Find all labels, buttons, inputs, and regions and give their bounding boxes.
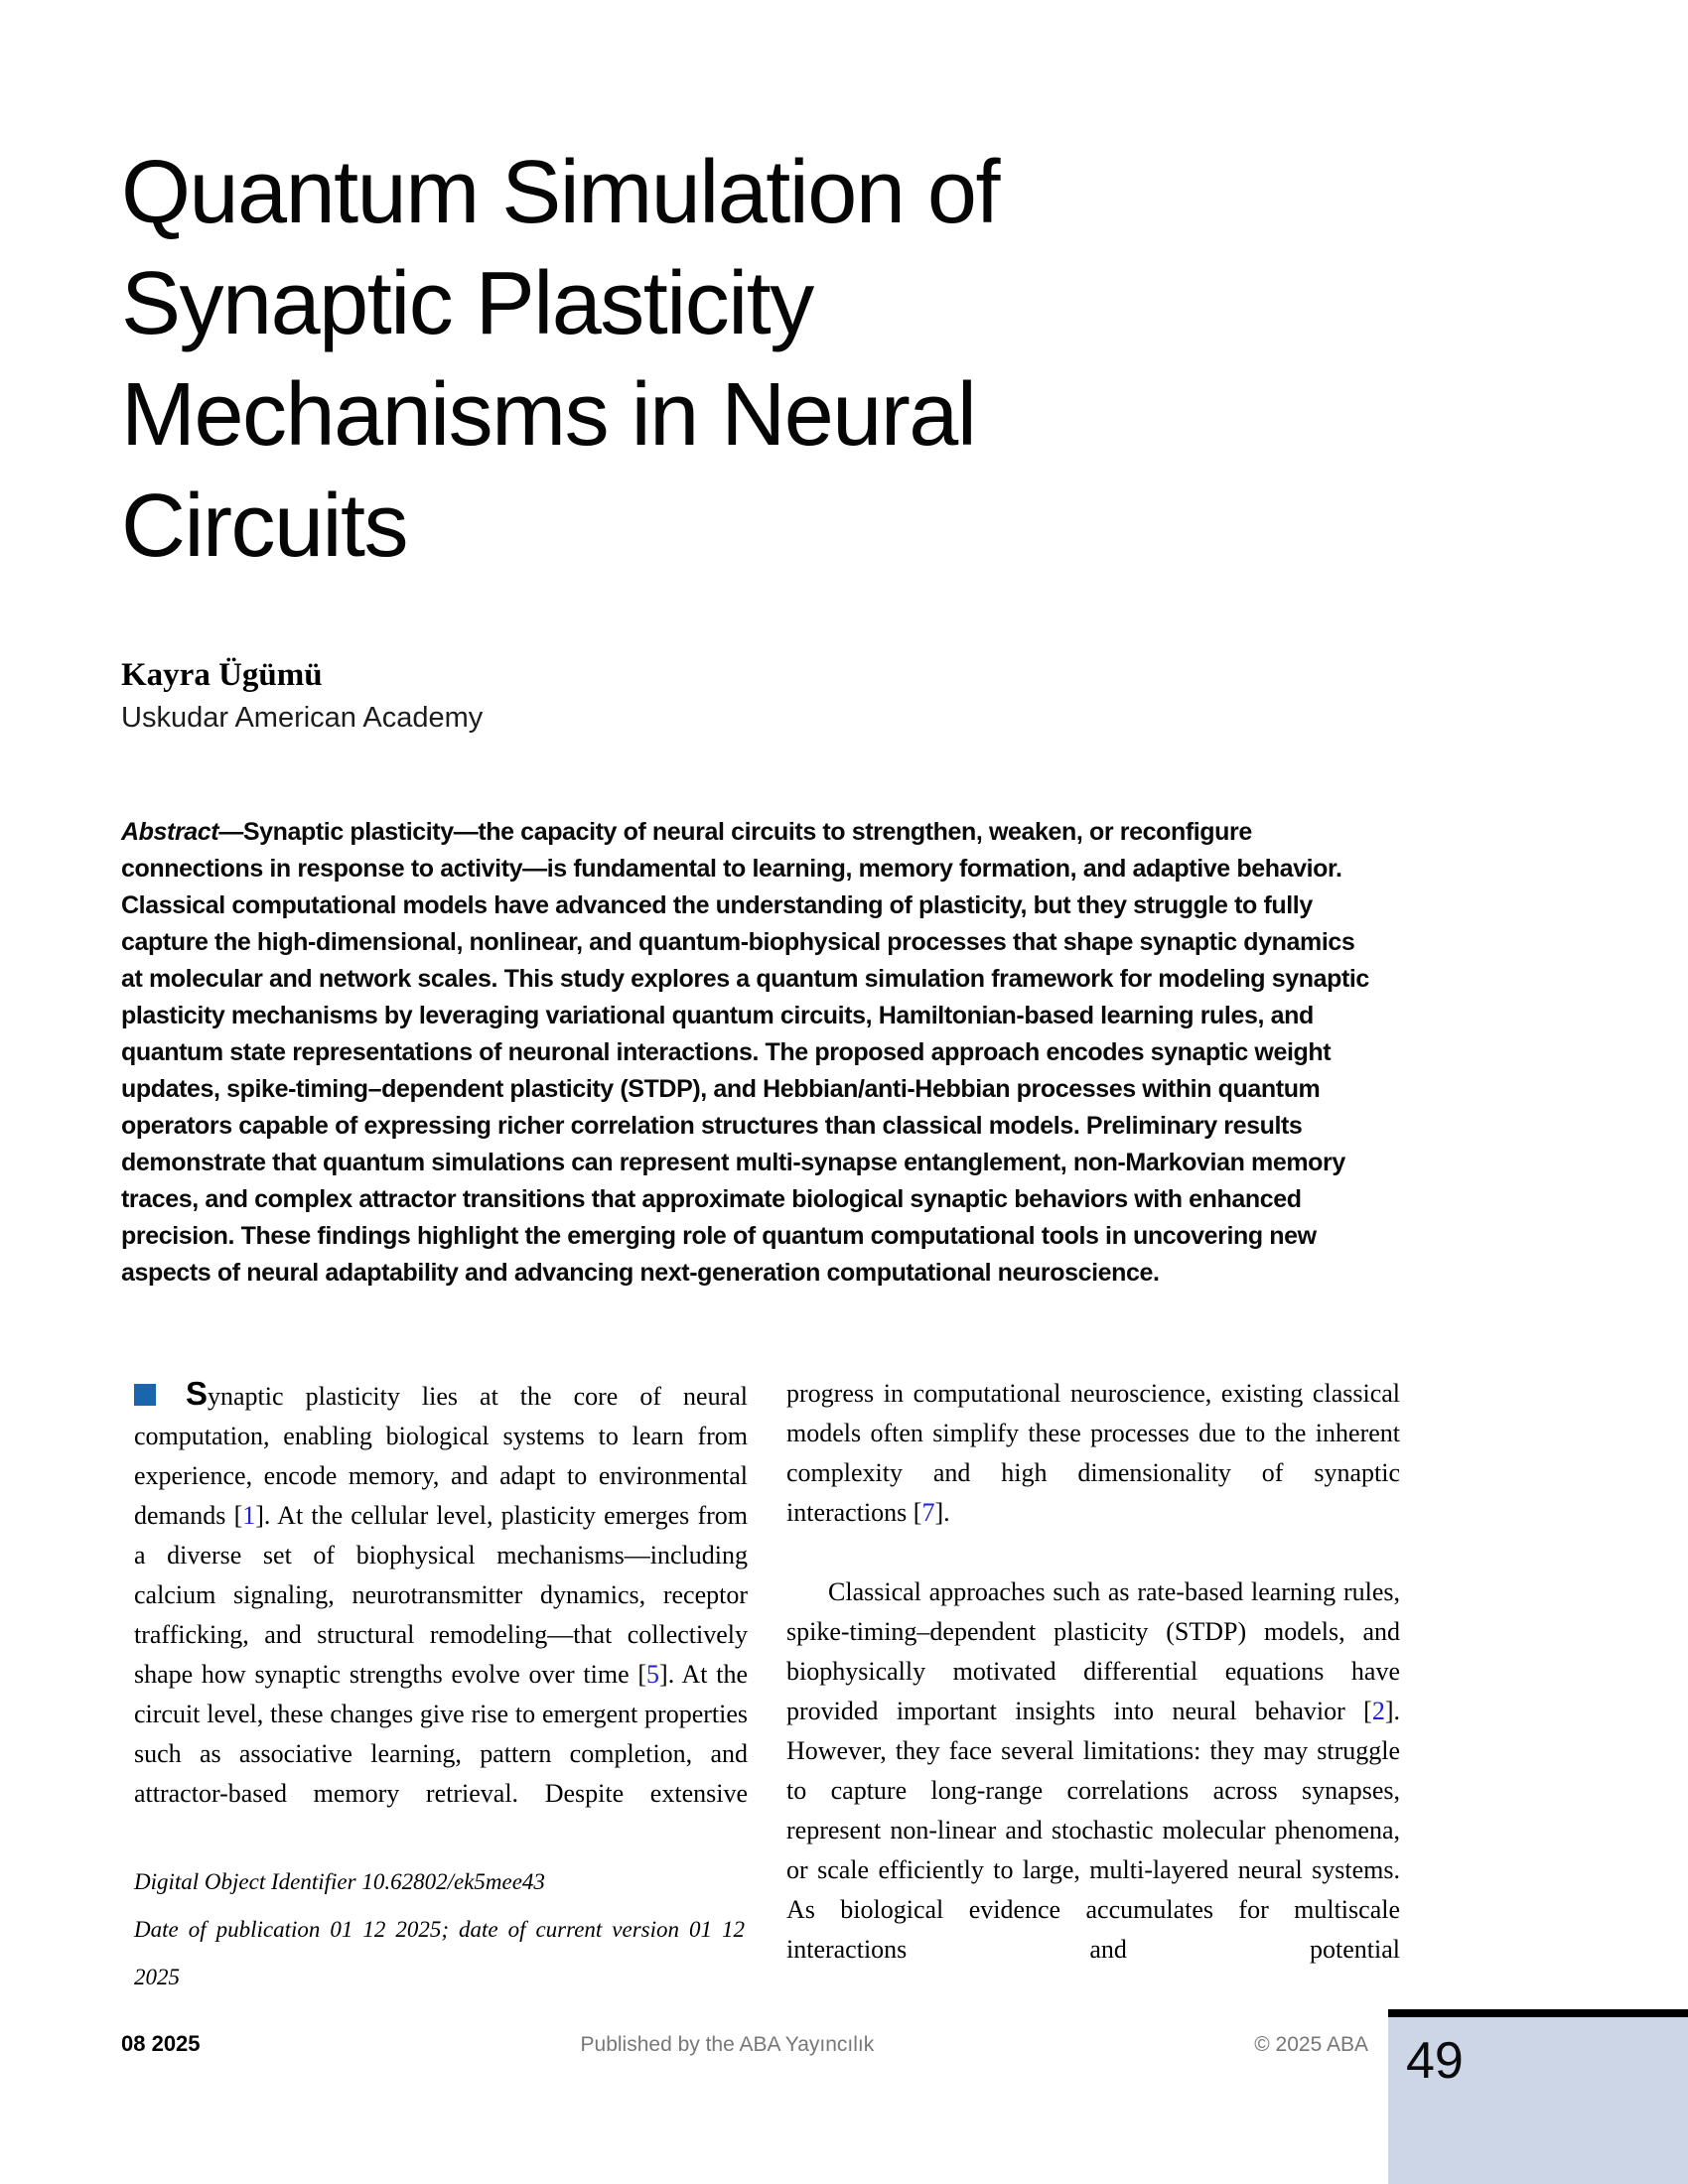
citation-link[interactable]: 5 — [646, 1660, 660, 1689]
first-page-footnote — [134, 1858, 745, 2001]
body-paragraph: Classical approaches such as rate-based learning rules, spike-timing–dependent plasticity (STDP) models, and biophysically motivated differential equations have provided important insights into neural behavior [2]. However, they face several limitations: they may struggle to capture long-range correlations across synapses, represent non-linear and stochastic molecular phenomena, or scale efficiently to large, multi-layered neural systems. As biological evidence accumulates for multiscale interactions and potential — [786, 1577, 1400, 1964]
abstract-text: —Synaptic plasticity—the capacity of neural circuits to strengthen, weaken, or reconfigure connections in response to activity—is fundamental to learning, memory formation, and adaptive behavior. Classical computational models have advanced the understanding of plasticity, but they struggle to fully capture the high-dimensional, nonlinear, and quantum-biophysical processes that shape synaptic dynamics at molecular and network scales. This study explores a quantum simulation framework for modeling synaptic plasticity mechanisms by leveraging variational quantum circuits, Hamiltonian-based learning rules, and quantum state representations of neuronal interactions. The proposed approach encodes synaptic weight updates, spike-timing–dependent plasticity (STDP), and Hebbian/anti-Hebbian processes within quantum operators capable of expressing richer correlation structures than classical models. Preliminary results demonstrate that quantum simulations can represent multi-synapse entanglement, non-Markovian memory traces, and complex attractor transitions that approximate biological synaptic behaviors with enhanced precision. These findings highlight the emerging role of quantum computational tools in uncovering new aspects of neural adaptability and advancing next-generation computational neuroscience. — [121, 818, 1369, 1287]
page-footer — [121, 2031, 1368, 2057]
footer-publisher: Published by the ABA Yayıncılık — [580, 2033, 875, 2056]
footer-copyright: © 2025 ABA — [1254, 2033, 1368, 2056]
article-title — [121, 137, 1313, 582]
abstract — [121, 814, 1382, 1292]
article-title-line: Synaptic Plasticity — [121, 254, 813, 353]
page-number: 49 — [1406, 2032, 1464, 2090]
body-paragraph — [134, 1374, 748, 1814]
body-paragraph: progress in computational neuroscience, existing classical models often simplify these processes due to the inherent complexity and high dimensionality of synaptic interactions [7]. — [786, 1379, 1400, 1527]
doi-line: Digital Object Identifier 10.62802/ek5mee43 — [134, 1869, 545, 1894]
article-title-line: Circuits — [121, 477, 408, 576]
author-affiliation: Uskudar American Academy — [121, 702, 484, 734]
pagebox-top-rule — [1388, 2009, 1688, 2017]
footer-issue-date: 08 2025 — [121, 2031, 201, 2056]
publication-date-line: Date of publication 01 12 2025; date of current version 01 12 2025 — [134, 1917, 745, 1989]
drop-cap: S — [186, 1375, 209, 1412]
author-name: Kayra Ügümü — [121, 657, 323, 693]
article-title-line: Quantum Simulation of — [121, 143, 999, 242]
body-column-left — [134, 1374, 748, 1814]
page-number-box — [1388, 2017, 1688, 2184]
citation-link[interactable]: 2 — [1371, 1697, 1385, 1725]
abstract-label: Abstract — [121, 818, 219, 846]
citation-link[interactable]: 1 — [242, 1501, 256, 1530]
body-column-right — [786, 1374, 1400, 1970]
lead-paragraph-marker — [134, 1384, 156, 1406]
article-title-line: Mechanisms in Neural — [121, 365, 976, 465]
citation-link[interactable]: 7 — [921, 1498, 935, 1527]
author-block — [121, 657, 483, 735]
paragraph-text: ynaptic plasticity lies at the core of neural computation, enabling biological systems to learn from experience, encode memory, and adapt to environmental demands [1]. At the cellular level, plasticity emerges from a diverse set of biophysical mechanisms—including calcium signaling, neurotransmitter dynamics, receptor trafficking, and structural remodeling—that collectively shape how synaptic strengths evolve over time [5]. At the circuit level, these changes give rise to emergent properties such as associative learning, pattern completion, and attractor-based memory retrieval. Despite extensive — [134, 1382, 748, 1808]
